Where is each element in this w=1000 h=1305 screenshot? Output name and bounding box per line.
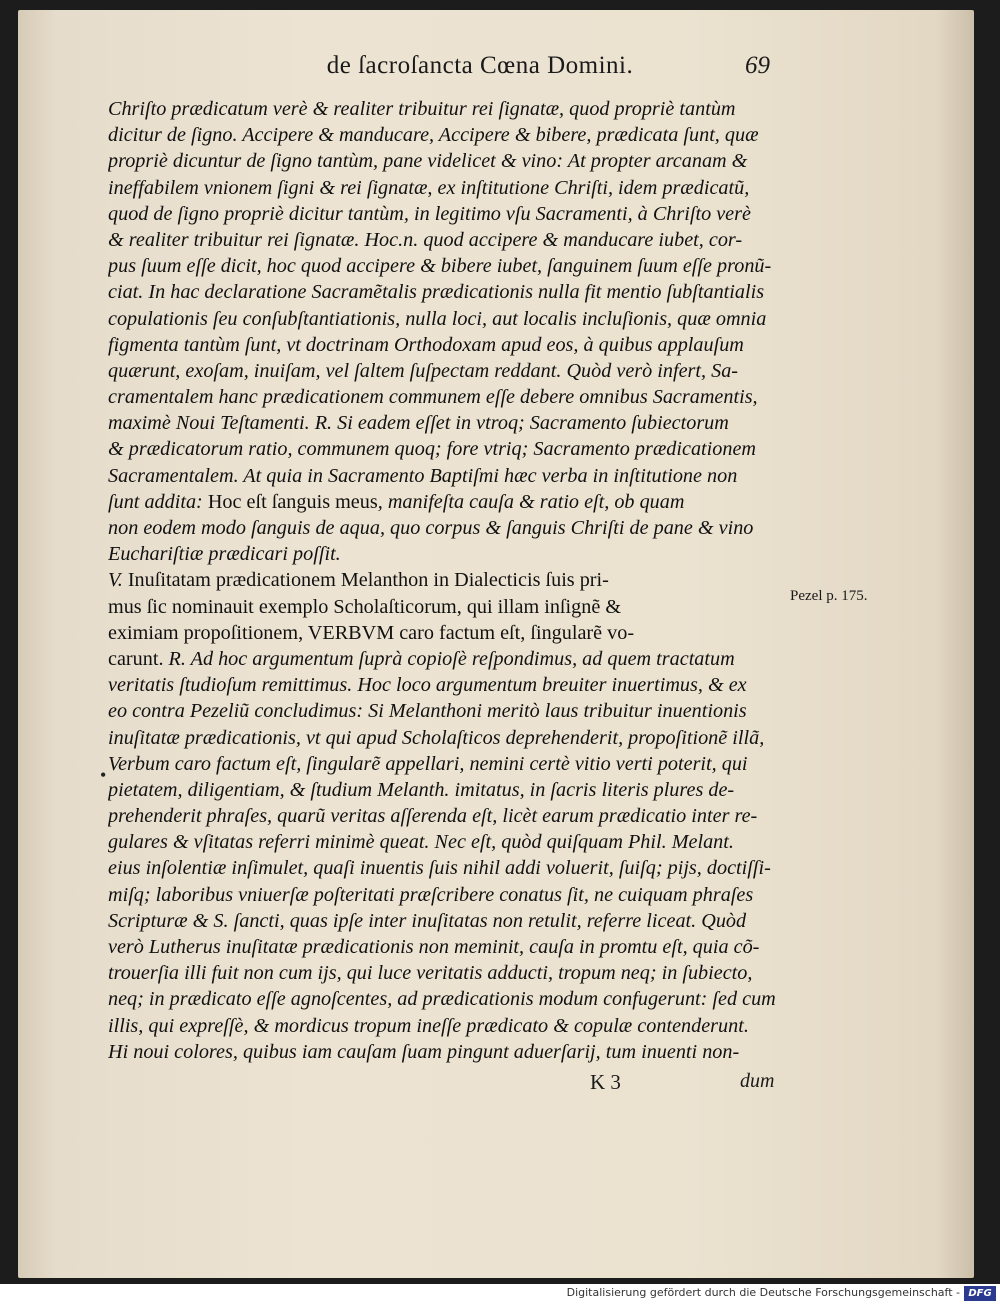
margin-mark: •: [100, 765, 107, 785]
text-line: miſq; laboribus vniuerſæ poſteritati præſcribere conatus ſit, ne cuiquam phraſes: [108, 883, 754, 906]
text-segment: mus ſic nominauit exemplo Scholaſticorum, qui illam inſignẽ &: [108, 595, 622, 618]
text-line: & realiter tribuitur rei ſignatæ. Hoc.n. quod accipere & manducare iubet, cor-: [108, 228, 743, 251]
body-text: [108, 96, 798, 1065]
page-number: 69: [745, 52, 770, 79]
text-line: & prædicatorum ratio, communem quoq; fore vtriq; Sacramento prædicationem: [108, 438, 756, 461]
text-segment: V.: [108, 569, 128, 592]
text-segment: ſunt addita:: [108, 490, 208, 513]
text-line: [108, 594, 798, 620]
text-segment: Hoc eſt ſanguis meus: [207, 490, 378, 513]
signature-mark: K 3: [590, 1070, 621, 1094]
text-line: eo contra Pezeliũ concludimus: Si Melanthoni meritò laus tribuitur inuentionis: [108, 700, 747, 723]
text-line: verò Lutherus inuſitatæ prædicationis non meminit, cauſa in promtu eſt, quia cõ-: [108, 936, 760, 958]
dfg-logo: DFG: [964, 1286, 996, 1301]
text-segment: Inuſitatam prædicationem Melanthon in Dialecticis ſuis pri-: [127, 569, 609, 592]
text-line: inuſitatæ prædicationis, vt qui apud Scholaſticos deprehenderit, propoſitionẽ illã,: [108, 726, 765, 749]
text-line: copulationis ſeu conſubſtantiationis, nulla loci, aut localis incluſionis, quæ omnia: [108, 307, 767, 330]
text-line: Sacramentalem. At quia in Sacramento Baptiſmi hæc verba in inſtitutione non: [108, 464, 738, 487]
text-line: [108, 646, 798, 672]
text-line: eius inſolentiæ inſimulet, quaſi inuentis ſuis nihil addi voluerit, ſuiſq; pijs, doctiſſi-: [108, 857, 771, 880]
text-line: propriè dicuntur de ſigno tantùm, pane videlicet & vino: At propter arcanam &: [108, 150, 748, 173]
text-line: [108, 620, 798, 646]
text-line: ineffabilem vnionem ſigni & rei ſignatæ, ex inſtitutione Chriſti, idem prædicatũ,: [108, 176, 750, 199]
text-line: illis, qui expreſſè, & mordicus tropum ineſſe prædicato & copulæ contenderunt.: [108, 1014, 749, 1037]
catchword: dum: [740, 1070, 775, 1092]
text-segment: , manifeſta cauſa & ratio eſt, ob quam: [377, 490, 685, 513]
text-line: dicitur de ſigno. Accipere & manducare, Accipere & bibere, prædicata ſunt, quæ: [108, 124, 759, 147]
text-line: quærunt, exoſam, inuiſam, vel ſaltem ſuſpectam reddant. Quòd verò infert, Sa-: [108, 359, 739, 382]
text-line: Chriſto prædicatum verè & realiter tribuitur rei ſignatæ, quod propriè tantùm: [108, 98, 736, 120]
text-segment: eximiam propoſitionem, VERBVM caro factum eſt, ſingularẽ vo-: [108, 621, 635, 644]
text-line: Hi noui colores, quibus iam cauſam ſuam pingunt aduerſarij, tum inuenti non-: [108, 1040, 740, 1063]
text-line: maximè Noui Teſtamenti. R. Si eadem eſſet in vtroq; Sacramento ſubiectorum: [108, 412, 729, 435]
text-line: [108, 489, 798, 515]
text-line: veritatis ſtudioſum remittimus. Hoc loco argumentum breuiter inuertimus, & ex: [108, 674, 747, 697]
text-line: figmenta tantùm ſunt, vt doctrinam Orthodoxam apud eos, à quibus applauſum: [108, 333, 744, 356]
text-line: Scripturæ & S. ſancti, quas ipſe inter inuſitatas non retulit, referre liceat. Quòd: [108, 909, 747, 932]
text-line: ciat. In hac declaratione Sacramẽtalis prædicationis nulla fit mentio ſubſtantialis: [108, 281, 765, 304]
running-title: de ſacroſancta Cœna Domini.: [326, 52, 634, 79]
text-line: gulares & vſitatas referri minimè queat. Nec eſt, quòd quiſquam Phil. Melant.: [108, 831, 734, 854]
funding-credit: Digitalisierung gefördert durch die Deutsche Forschungsgemeinschaft -: [566, 1286, 960, 1299]
text-line: non eodem modo ſanguis de aqua, quo corpus & ſanguis Chriſti de pane & vino: [108, 517, 754, 539]
margin-note: Pezel p. 175.: [790, 588, 868, 604]
text-segment: R. Ad hoc argumentum ſuprà copioſè reſpondimus, ad quem tractatum: [168, 647, 735, 670]
text-segment: carunt.: [108, 647, 169, 670]
text-line: Euchariſtiæ prædicari poſſit.: [108, 543, 341, 566]
text-line: pus ſuum eſſe dicit, hoc quod accipere & bibere iubet, ſanguinem ſuum eſſe pronũ-: [108, 255, 772, 278]
text-line: [108, 567, 798, 593]
text-line: quod de ſigno propriè dicitur tantùm, in legitimo vſu Sacramenti, à Chriſto verè: [108, 202, 751, 225]
text-line: neq; in prædicato eſſe agnoſcentes, ad prædicationis modum confugerunt: ſed cum: [108, 988, 776, 1011]
text-line: Verbum caro factum eſt, ſingularẽ appellari, nemini certè vitio verti poterit, qui: [108, 752, 748, 775]
text-line: prehenderit phraſes, quarũ veritas aſſerenda eſt, licèt earum prædicatio inter re-: [108, 805, 758, 828]
text-line: cramentalem hanc prædicationem communem eſſe debere omnibus Sacramentis,: [108, 386, 758, 409]
text-line: pietatem, diligentiam, & ſtudium Melanth. imitatus, in ſacris literis plures de-: [108, 778, 735, 801]
footer-bar: [0, 1284, 1000, 1305]
text-line: trouerſia illi fuit non cum ijs, qui luce veritatis adducti, tropum neq; in ſubiecto,: [108, 962, 753, 985]
